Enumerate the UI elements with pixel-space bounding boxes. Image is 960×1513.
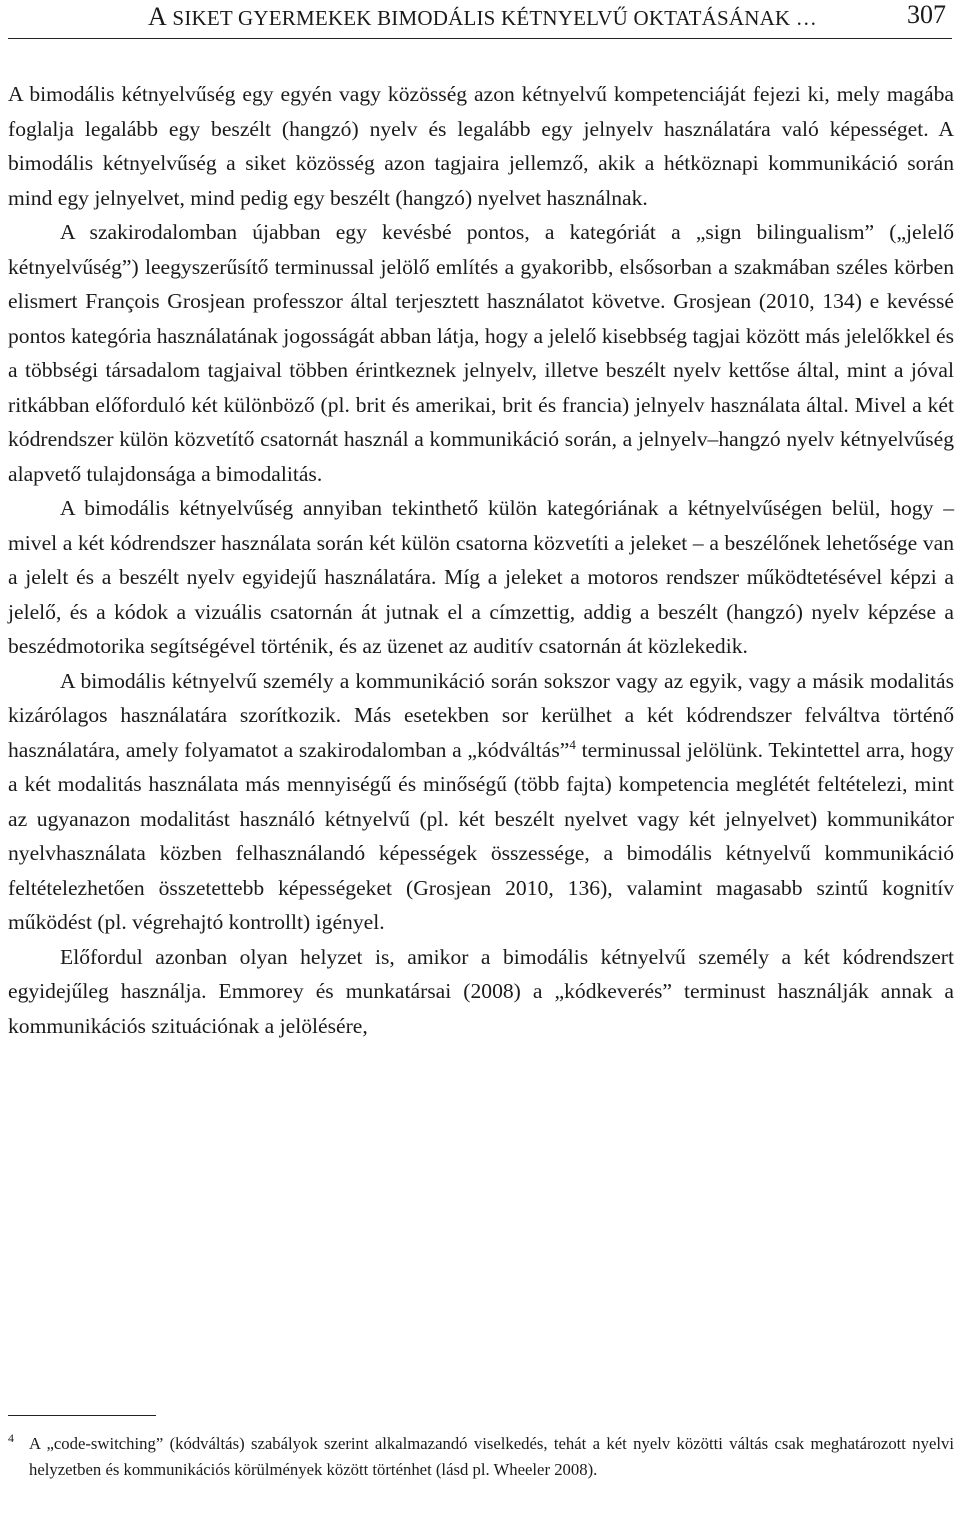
running-head-initial: A bbox=[148, 2, 167, 31]
footnote-divider bbox=[8, 1415, 156, 1416]
footnote bbox=[8, 1431, 954, 1483]
paragraph-5: Előfordul azonban olyan helyzet is, amikor a bimodális kétnyelvű személy a két kódrendszert egyidejűleg használja. Emmorey és munkatársai (2008) a „kódkeverés” terminust használják annak a kommunikációs szituációnak a jelölésére, bbox=[8, 944, 954, 1038]
page-number: 307 bbox=[907, 0, 946, 29]
paragraph-4-part-1: A bimodális kétnyelvű személy a kommunikáció során sokszor vagy az egyik, vagy a másik modalitás kizárólagos használatára szorítkozik. Más esetekben sor kerülhet a két kódrendszer felváltva történő használatára, amely folyamatot a szakirodalomban a „kódváltás” bbox=[8, 668, 954, 762]
paragraph-3: A bimodális kétnyelvűség annyiban tekinthető külön kategóriának a kétnyelvűségen belül, hogy – mivel a két kódrendszer használata során két külön csatorna közvetíti a jeleket – a beszélőnek lehetősége van a jelelt és a beszélt nyelv egyidejű használatára. Míg a jeleket a motoros rendszer működtetésével képzi a jelelő, és a kódok a vizuális csatornán át jutnak el a címzettig, addig a beszélt (hangzó) nyelv képzése a beszédmotorika segítségével történik, és az üzenet az auditív csatornán át közlekedik. bbox=[8, 496, 954, 658]
running-head-rest: SIKET GYERMEKEK BIMODÁLIS KÉTNYELVŰ OKTATÁSÁNAK … bbox=[166, 6, 817, 30]
running-header bbox=[8, 0, 952, 39]
paragraph-2: A szakirodalomban újabban egy kevésbé pontos, a kategóriát a „sign bilingualism” („jelelő kétnyelvűség”) leegyszerűsítő terminussal jelölő említés a gyakoribb, elsősorban a szakmában széles körben elismert François Grosjean professzor által terjesztett használatot követve. Grosjean (2010, 134) e kevéssé pontos kategória használatának jogosságát abban látja, hogy a jelelő kisebbség tagjai között más jelelőkkel és a többségi társadalom tagjaival többen érintkeznek jelnyelv, illetve beszélt nyelv kettőse által, mint a jóval ritkábban előforduló két különböző (pl. brit és amerikai, brit és francia) jelnyelv használata által. Mivel a két kódrendszer külön közvetítő csatornát használ a kommunikáció során, a jelnyelv–hangzó nyelv kétnyelvűség alapvető tulajdonsága a bimodalitás. bbox=[8, 220, 954, 486]
paragraph-4-part-2: terminussal jelölünk. Tekintettel arra, hogy a két modalitás használata más mennyiségű és minőségű (több fajta) kompetencia meglétét feltételezi, mint az ugyanazon modalitást használó kétnyelvű (pl. két beszélt nyelvet vagy két jelnyelvet) kommunikátor nyelvhasználata közben felhasználandó képességek összessége, a bimodális kétnyelvű kommunikáció feltételezhetően összetettebb képességeket (Grosjean 2010, 136), valamint magasabb szintű kognitív működést (pl. végrehajtó kontrollt) igényel. bbox=[8, 737, 954, 934]
running-head-title bbox=[148, 2, 817, 32]
paragraph-4 bbox=[8, 664, 954, 940]
main-text bbox=[8, 77, 954, 1043]
paragraph-1: A bimodális kétnyelvűség egy egyén vagy közösség azon kétnyelvű kompetenciáját fejezi ki, mely magába foglalja legalább egy beszélt (hangzó) nyelv és legalább egy jelnyelv használatára való képességet. A bimodális kétnyelvűség a siket közösség azon tagjaira jellemző, akik a hétköznapi kommunikáció során mind egy jelnyelvet, mind pedig egy beszélt (hangzó) nyelvet használnak. bbox=[8, 82, 954, 210]
footnote-reference[interactable]: 4 bbox=[569, 736, 576, 752]
footnote-text: A „code-switching” (kódváltás) szabályok szerint alkalmazandó viselkedés, tehát a két nyelv közötti váltás csak meghatározott nyelvi helyzetben és kommunikációs körülmények között történhet (lásd pl. Wheeler 2008). bbox=[29, 1434, 954, 1479]
footnote-number: 4 bbox=[8, 1431, 14, 1445]
